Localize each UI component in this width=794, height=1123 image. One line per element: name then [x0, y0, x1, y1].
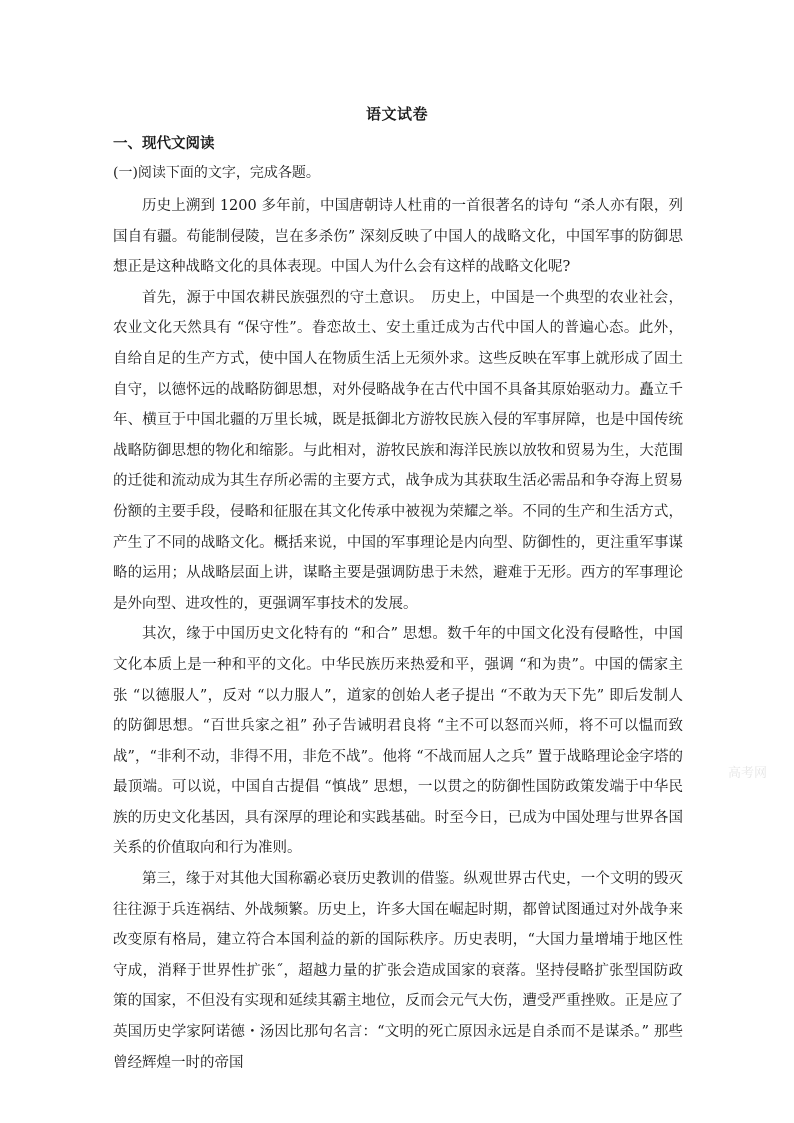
- watermark: 高考网: [728, 766, 768, 781]
- paragraph-3: 其次，缘于中国历史文化特有的 “和合” 思想。数千年的中国文化没有侵略性，中国文化本质上是一种和平的文化。中华民族历来热爱和平，强调 “和为贵”。中国的儒家主张 “以德服人”，反对 “以力服人”，道家的创始人老子提出 “不敢为天下先” 即后发制人的防御思想。“百世兵家之祖” 孙子告诫明君良将 “主不可以怒而兴师，将不可以愠而致战”，“非利不动，非得不用，非危不战”。他将 “不战而屈人之兵” 置于战略理论金字塔的最顶端。可以说，中国自古提倡 “慎战” 思想，一以贯之的防御性国防政策发端于中华民族的历史文化基因，具有深厚的理论和实践基础。时至今日，已成为中国处理与世界各国关系的价值取向和行为准则。: [113, 626, 683, 857]
- subsection-heading: (一)阅读下面的文字，完成各题。: [113, 165, 320, 181]
- paragraph-1: 历史上溯到 1200 多年前，中国唐朝诗人杜甫的一首很著名的诗句 “杀人亦有限，列国自有疆。苟能制侵陵，岂在多杀伤” 深刻反映了中国人的战略文化，中国军事的防御思想正是这种战略文化的具体表现。中国人为什么会有这样的战略文化呢?: [113, 198, 683, 276]
- reading-passage: [113, 191, 683, 1078]
- paragraph-2: 首先，源于中国农耕民族强烈的守土意识。 历史上，中国是一个典型的农业社会，农业文化天然具有 “保守性”。眷恋故土、安土重迁成为古代中国人的普遍心态。此外，自给自足的生产方式，使中国人在物质生活上无须外求。这些反映在军事上就形成了固土自守，以德怀远的战略防御思想，对外侵略战争在古代中国不具备其原始驱动力。矗立千年、横亘于中国北疆的万里长城，既是抵御北方游牧民族入侵的军事屏障，也是中国传统战略防御思想的物化和缩影。与此相对，游牧民族和海洋民族以放牧和贸易为生，大范围的迁徙和流动成为其生存所必需的主要方式，战争成为其获取生活必需品和争夺海上贸易份额的主要手段，侵略和征服在其文化传承中被视为荣耀之举。不同的生产和生活方式，产生了不同的战略文化。概括来说，中国的军事理论是内向型、防御性的，更注重军事谋略的运用；从战略层面上讲，谋略主要是强调防患于未然，避难于无形。西方的军事理论是外向型、进攻性的，更强调军事技术的发展。: [113, 289, 683, 612]
- section-heading: 一、现代文阅读: [113, 135, 215, 152]
- page-title: 语文试卷: [365, 105, 428, 123]
- paragraph-4: 第三，缘于对其他大国称霸必衰历史教训的借鉴。纵观世界古代史，一个文明的毁灭往往源于兵连祸结、外战频繁。历史上，许多大国在崛起时期，都曾试图通过对外战争来改变原有格局，建立符合本国利益的新的国际秩序。历史表明，“大国力量增埔于地区性守成，消释于世界性扩张˝，超越力量的扩张会造成国家的衰落。坚持侵略扩张型国防政策的国家，不但没有实现和延续其霸主地位，反而会元气大伤，遭受严重挫败。正是应了英国历史学家阿诺德・汤因比那句名言：“文明的死亡原因永远是自杀而不是谋杀。” 那些曾经辉煌一时的帝国: [113, 871, 683, 1071]
